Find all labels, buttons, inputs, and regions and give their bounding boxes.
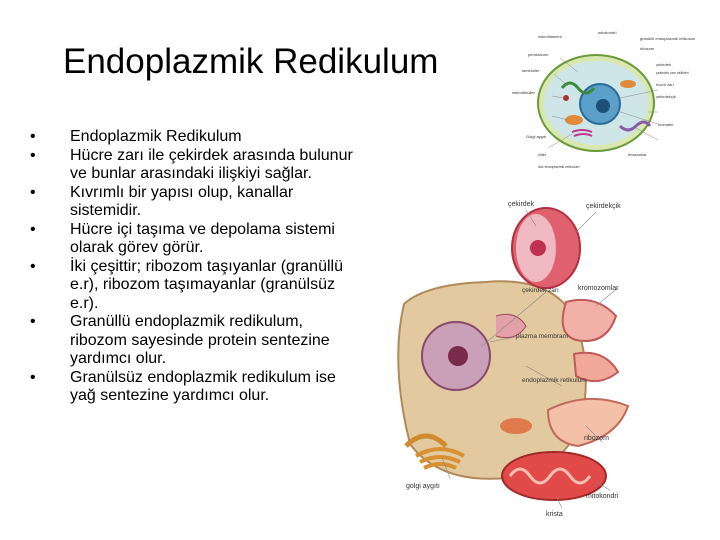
bullet-marker: •	[30, 368, 36, 386]
label-hucre-zari: hücre zarı	[656, 82, 674, 87]
label-mikrofilament: mikrofilament	[538, 34, 562, 39]
mitochondrion-small-shape	[500, 418, 532, 434]
label-peroksizom: peroksizom	[528, 52, 549, 57]
bullet-text: İki çeşittir; ribozom taşıyanlar (granüllü e.r), ribozom taşımayanlar (granülsüz e.r).	[70, 257, 343, 312]
bullet-item	[30, 313, 360, 369]
label-ribozom: ribozom	[640, 46, 655, 51]
bullet-text: Granülsüz endoplazmik redikulum ise yağ sentezine yardımcı olur.	[70, 368, 336, 404]
bullet-item	[30, 147, 360, 184]
label-endoplazmik-retikulum: endoplazmik retikulum	[522, 377, 587, 384]
slide-title: Endoplazmik Redikulum	[63, 42, 439, 81]
mitochondrion-shape	[620, 80, 636, 88]
bullet-text: Granüllü endoplazmik redikulum, ribozom sayesinde protein sentezine yardımcı olur.	[70, 313, 330, 367]
label-mitokondri: mitokondri	[598, 30, 617, 35]
bullet-text: Hücre zarı ile çekirdek arasında bulunur ve bunlar arasındaki ilişkiyi sağlar.	[70, 146, 353, 182]
label-cekirdekcik: çekirdekçik	[586, 203, 621, 210]
nucleolus-enlarged	[530, 240, 546, 256]
bullet-item	[30, 184, 360, 221]
label-ribozom: ribozom	[584, 435, 609, 442]
bullet-text: Hücre içi taşıma ve depolama sistemi olarak görev görür.	[70, 220, 335, 256]
bullet-marker: •	[30, 220, 36, 238]
label-golgi: golgi aygıtı	[406, 483, 440, 490]
nucleolus	[596, 99, 610, 113]
bullet-item	[30, 128, 360, 147]
bullet-marker: •	[30, 257, 36, 275]
bullet-marker: •	[30, 146, 36, 164]
bullet-text: Kıvrımlı bir yapısı olup, kanallar sistemidir.	[70, 183, 294, 219]
bullet-marker: •	[30, 313, 36, 330]
bullet-list	[30, 128, 360, 406]
label-mitokondri: mitokondri	[586, 493, 619, 500]
label-ribozomlar: ribozomlar	[628, 152, 647, 157]
label-golgi: Golgi aygıtı	[526, 134, 547, 139]
er-enlarged	[563, 300, 616, 341]
label-sentrioller: sentrioller	[522, 68, 540, 73]
bullet-marker: •	[30, 128, 36, 145]
label-cekirdek: çekirdek	[508, 201, 535, 208]
label-cekirdekcik: çekirdekçik	[656, 94, 676, 99]
bullet-item	[30, 221, 360, 258]
label-cekirdek: çekirdek	[656, 62, 671, 67]
bullet-item	[30, 369, 360, 406]
label-plazma-membrani: plazma membranı	[516, 333, 569, 340]
label-krista: krista	[546, 511, 563, 518]
label-kromatin: kromatin	[658, 122, 674, 127]
animal-cell-figure	[508, 28, 708, 178]
label-ziller: ziller	[538, 152, 547, 157]
label-mikrotubul: mikrotübüller	[512, 90, 535, 95]
nucleolus-shape	[448, 346, 468, 366]
label-kromozomlar: kromozomlar	[578, 285, 619, 292]
label-cekirdek-zari: çekirdek zarı	[522, 287, 559, 294]
label-cekirdek-zari: çekirdek zarı delikleri	[656, 71, 689, 75]
label-granullu-er: granüllü endoplazmik retikulum	[640, 36, 696, 41]
bullet-text: Endoplazmik Redikulum	[70, 128, 242, 145]
organelle-detail-figure	[386, 196, 650, 522]
bullet-item	[30, 258, 360, 314]
label-duz-er: düz endoplazmik retikulum	[538, 165, 580, 169]
bullet-marker: •	[30, 183, 36, 201]
